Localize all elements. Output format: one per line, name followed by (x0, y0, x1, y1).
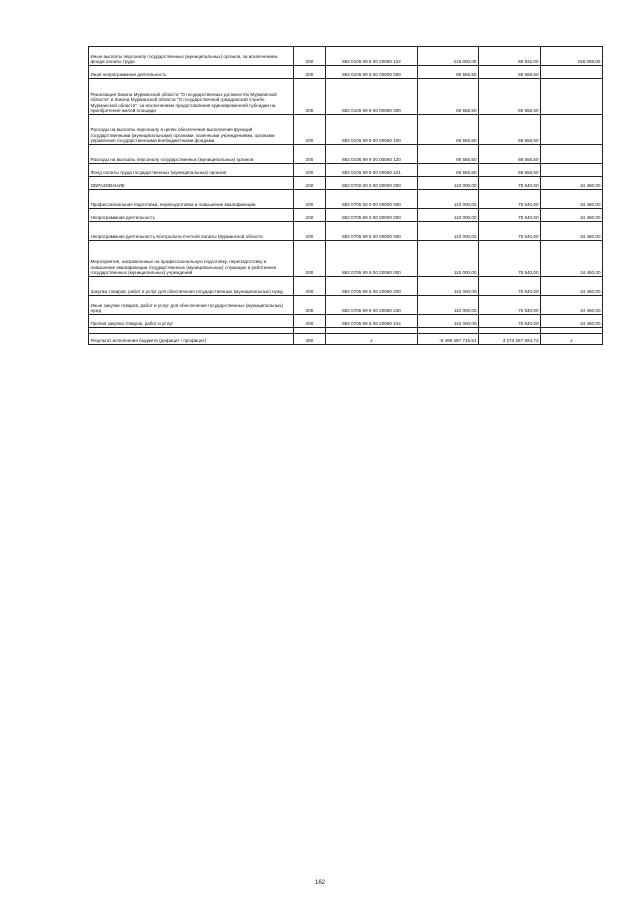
table-row (89, 190, 603, 209)
result-row (89, 334, 603, 345)
row-executed-amount: 75 540,00 (479, 296, 541, 315)
row-executed-amount: 75 540,00 (479, 315, 541, 328)
row-name: Иные выплаты персоналу государственных (муниципальных) органов, за исключением фонда оплаты труда (89, 47, 294, 66)
table-result-section (89, 328, 603, 345)
table-row (89, 164, 603, 177)
row-classification-code: 882 0106 99 9 00 00060 000 (326, 79, 418, 115)
row-unexecuted-amount: 34 460,00 (541, 277, 603, 296)
row-executed-amount: 75 540,00 (479, 222, 541, 241)
row-unexecuted-amount: 156 068,00 (541, 47, 603, 66)
result-name: Результат исполнения бюджета (дефицит / профицит) (89, 334, 294, 345)
row-unexecuted-amount: 34 460,00 (541, 177, 603, 190)
row-name: Расходы на выплаты персоналу в целях обеспечения выполнения функций государственными (муниципальными) органами, казенными учреждениями, органами управления государственными внебюджетными фондами (89, 115, 294, 145)
row-line-code: 200 (294, 209, 326, 222)
row-approved-amount: 110 000,00 (418, 209, 479, 222)
row-classification-code: 882 0106 99 9 00 00060 120 (326, 145, 418, 164)
row-line-code: 200 (294, 79, 326, 115)
row-line-code: 200 (294, 241, 326, 277)
budget-execution-table-section (88, 46, 602, 345)
row-executed-amount: 69 556,50 (479, 79, 541, 115)
row-executed-amount: 58 932,00 (479, 47, 541, 66)
table-row (89, 241, 603, 277)
row-approved-amount: 215 000,00 (418, 47, 479, 66)
row-name: Расходы на выплаты персоналу государственных (муниципальных) органов (89, 145, 294, 164)
row-name: Прочая закупка товаров, работ и услуг (89, 315, 294, 328)
row-unexecuted-amount: 34 460,00 (541, 241, 603, 277)
row-name: Мероприятия, направленные на профессиональную подготовку, переподготовку и повышение квалификации государственных (муниципальных) служащих и работников государственных (муниципальных) учреждений (89, 241, 294, 277)
row-executed-amount: 69 556,50 (479, 66, 541, 79)
result-line-code: 450 (294, 334, 326, 345)
row-classification-code: 882 0705 99 6 00 20080 200 (326, 277, 418, 296)
row-unexecuted-amount (541, 115, 603, 145)
row-unexecuted-amount (541, 164, 603, 177)
row-approved-amount: 69 556,50 (418, 164, 479, 177)
row-line-code: 200 (294, 315, 326, 328)
row-line-code: 200 (294, 145, 326, 164)
row-executed-amount: 75 540,00 (479, 177, 541, 190)
table-row (89, 115, 603, 145)
row-name: ОБРАЗОВАНИЕ (89, 177, 294, 190)
row-approved-amount: 110 000,00 (418, 190, 479, 209)
row-unexecuted-amount (541, 145, 603, 164)
row-approved-amount: 69 556,50 (418, 145, 479, 164)
table-row (89, 66, 603, 79)
row-line-code: 200 (294, 164, 326, 177)
row-unexecuted-amount: 34 460,00 (541, 315, 603, 328)
row-classification-code: 882 0700 00 0 00 00000 000 (326, 177, 418, 190)
row-classification-code: 882 0705 99 6 00 20080 244 (326, 315, 418, 328)
row-line-code: 200 (294, 222, 326, 241)
row-name: Фонд оплаты труда государственных (муниципальных) органов (89, 164, 294, 177)
row-name: Реализация Закона Мурманской области "О государственных должностях Мурманской области" и Закона Мурманской области "О государственной гражданской службе Мурманской области", за исключением предоставления единовременной субсидии на приобретение жилой площади (89, 79, 294, 115)
row-line-code: 200 (294, 66, 326, 79)
table-row (89, 222, 603, 241)
row-classification-code: 882 0705 99 6 00 20080 000 (326, 241, 418, 277)
row-unexecuted-amount (541, 66, 603, 79)
row-executed-amount: 75 540,00 (479, 209, 541, 222)
row-approved-amount: 110 000,00 (418, 296, 479, 315)
row-unexecuted-amount (541, 79, 603, 115)
result-unexecuted-amount: x (541, 334, 603, 345)
row-line-code: 200 (294, 277, 326, 296)
row-line-code: 200 (294, 190, 326, 209)
row-name: Иная непрограммная деятельность (89, 66, 294, 79)
table-row (89, 209, 603, 222)
row-name: Непрограммная деятельность Контрольно-счетной палаты Мурманской области (89, 222, 294, 241)
table-row (89, 296, 603, 315)
row-executed-amount: 75 540,00 (479, 190, 541, 209)
row-classification-code: 882 0106 99 8 00 20080 122 (326, 47, 418, 66)
table-body (89, 47, 603, 328)
result-approved-amount: -8 488 487 715,51 (418, 334, 479, 345)
row-unexecuted-amount: 34 460,00 (541, 209, 603, 222)
table-row (89, 177, 603, 190)
row-executed-amount: 75 540,00 (479, 241, 541, 277)
table-row (89, 145, 603, 164)
row-approved-amount: 110 000,00 (418, 315, 479, 328)
row-executed-amount: 69 556,50 (479, 145, 541, 164)
row-unexecuted-amount: 34 460,00 (541, 190, 603, 209)
result-classification-code: x (326, 334, 418, 345)
budget-execution-table (88, 46, 603, 345)
row-classification-code: 882 0705 99 6 00 00000 000 (326, 222, 418, 241)
table-row (89, 277, 603, 296)
row-approved-amount: 110 000,00 (418, 222, 479, 241)
row-classification-code: 882 0106 99 9 00 00060 100 (326, 115, 418, 145)
table-row (89, 47, 603, 66)
row-classification-code: 882 0705 00 0 00 00000 000 (326, 190, 418, 209)
row-unexecuted-amount: 34 460,00 (541, 222, 603, 241)
row-line-code: 200 (294, 115, 326, 145)
table-row (89, 79, 603, 115)
result-executed-amount: 3 273 267 594,73 (479, 334, 541, 345)
row-executed-amount: 75 540,00 (479, 277, 541, 296)
row-approved-amount: 69 556,50 (418, 79, 479, 115)
row-name: Иные закупки товаров, работ и услуг для обеспечения государственных (муниципальных) нужд (89, 296, 294, 315)
row-line-code: 200 (294, 296, 326, 315)
row-name: Профессиональная подготовка, переподготовка и повышение квалификации (89, 190, 294, 209)
row-approved-amount: 110 000,00 (418, 277, 479, 296)
row-line-code: 200 (294, 47, 326, 66)
row-name: Закупка товаров, работ и услуг для обеспечения государственных (муниципальных) нужд (89, 277, 294, 296)
row-classification-code: 882 0705 99 6 00 20080 240 (326, 296, 418, 315)
row-classification-code: 882 0705 99 0 00 00000 000 (326, 209, 418, 222)
page-number: 162 (314, 880, 325, 886)
row-approved-amount: 69 556,50 (418, 66, 479, 79)
row-approved-amount: 110 000,00 (418, 177, 479, 190)
row-line-code: 200 (294, 177, 326, 190)
row-executed-amount: 69 556,50 (479, 164, 541, 177)
row-approved-amount: 110 000,00 (418, 241, 479, 277)
row-classification-code: 882 0106 99 9 00 00060 121 (326, 164, 418, 177)
row-executed-amount: 69 556,50 (479, 115, 541, 145)
row-unexecuted-amount: 34 460,00 (541, 296, 603, 315)
row-name: Непрограммная деятельность (89, 209, 294, 222)
table-row (89, 315, 603, 328)
row-classification-code: 882 0106 99 9 00 00000 000 (326, 66, 418, 79)
row-approved-amount: 69 556,50 (418, 115, 479, 145)
